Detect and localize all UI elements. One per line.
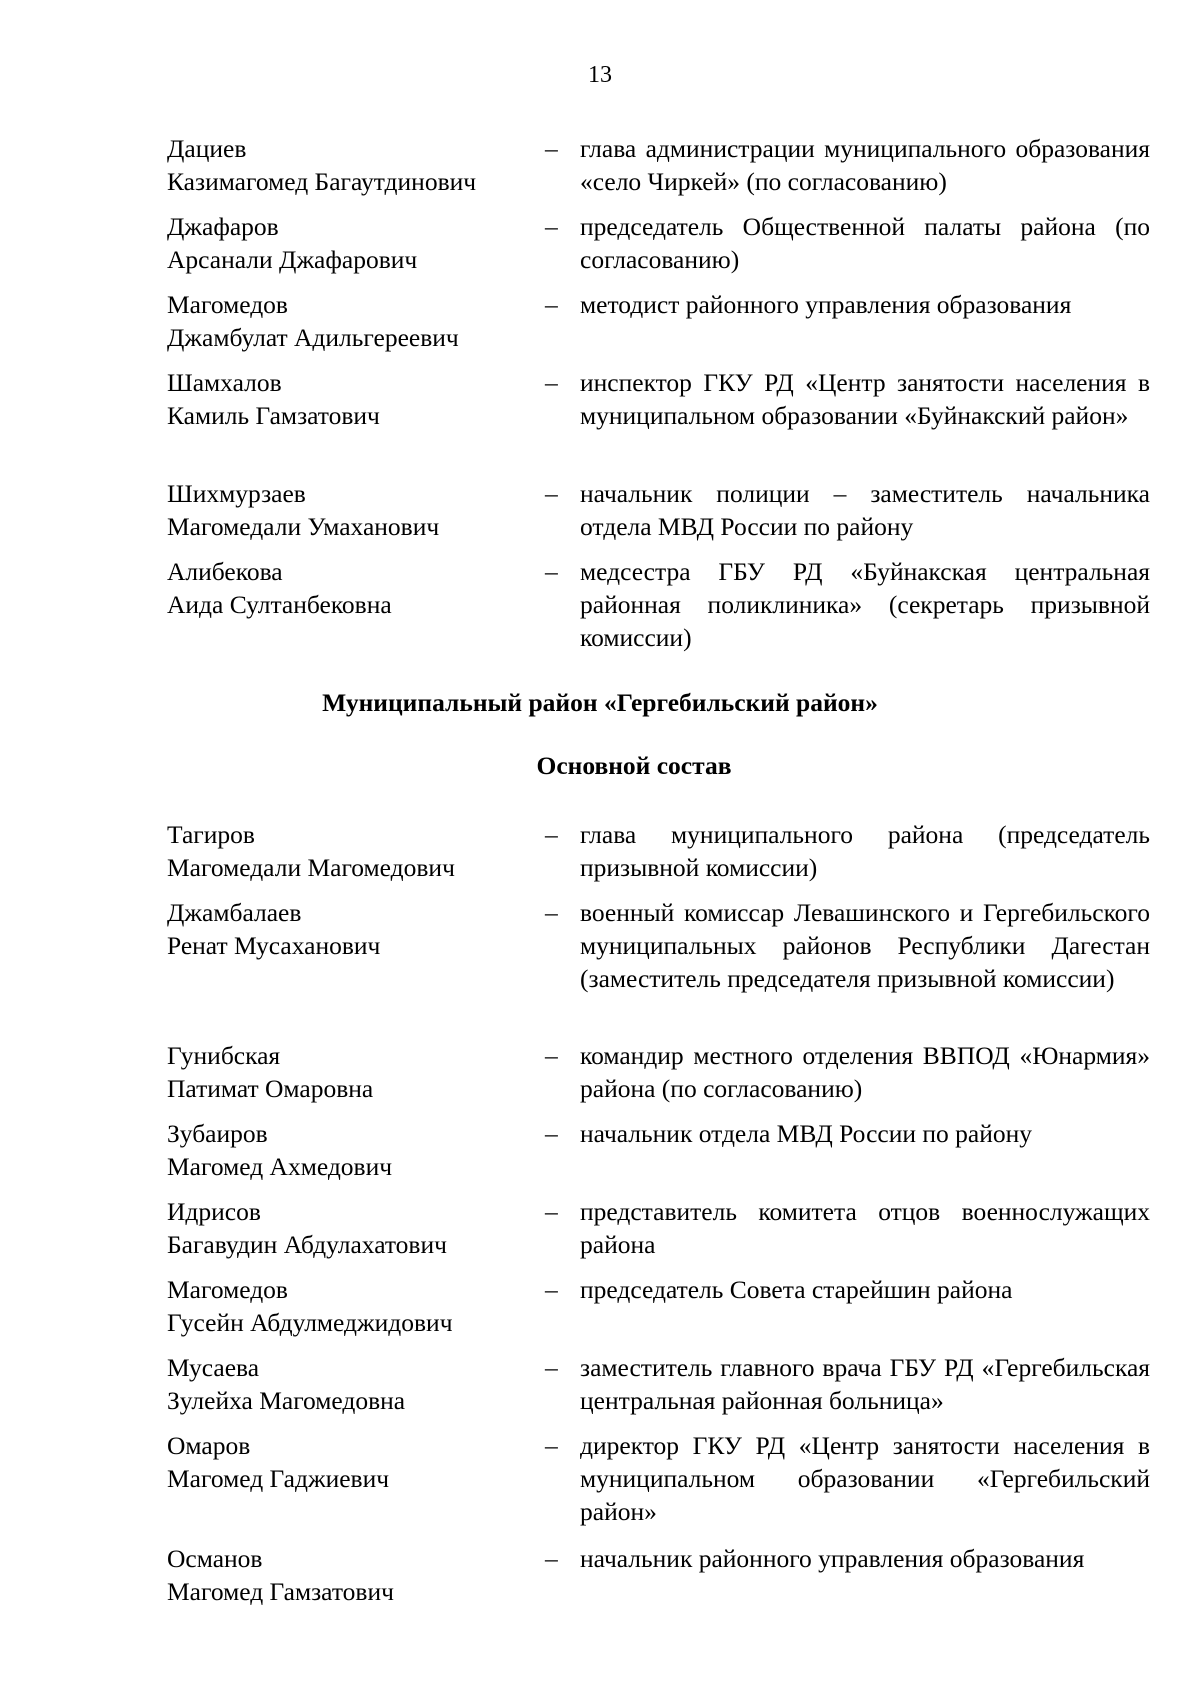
member-surname: Мусаева [167, 1353, 260, 1382]
member-surname: Алибекова [167, 557, 283, 586]
dash-separator: – [545, 134, 558, 163]
member-surname: Дациев [167, 134, 247, 163]
member-surname: Шихмурзаев [167, 479, 306, 508]
member-given-name: Магомедали Магомедович [167, 853, 455, 882]
member-surname: Джамбалаев [167, 898, 302, 927]
member-role: методист районного управления образования [580, 290, 1072, 319]
member-name [167, 132, 527, 198]
member-given-name: Багавудин Абдулахатович [167, 1230, 447, 1259]
member-given-name: Магомед Гамзатович [167, 1577, 394, 1606]
dash-separator: – [545, 1431, 558, 1460]
dash-separator: – [545, 368, 558, 397]
member-given-name: Аида Султанбековна [167, 590, 392, 619]
member-surname: Идрисов [167, 1197, 261, 1226]
member-given-name: Магомедали Умаханович [167, 512, 440, 541]
dash-separator: – [545, 1119, 558, 1148]
member-role: военный комиссар Левашинского и Гергебильского муниципальных районов Республики Дагестан (заместитель председателя призывной комиссии) [580, 898, 1150, 993]
member-given-name: Гусейн Абдулмеджидович [167, 1308, 453, 1337]
member-role: командир местного отделения ВВПОД «Юнармия» района (по согласованию) [580, 1041, 1150, 1103]
member-given-name: Зулейха Магомедовна [167, 1386, 406, 1415]
member-surname: Гунибская [167, 1041, 281, 1070]
member-name [167, 1117, 527, 1183]
member-name [167, 1351, 527, 1417]
dash-separator: – [545, 1353, 558, 1382]
dash-separator: – [545, 1041, 558, 1070]
member-given-name: Магомед Гаджиевич [167, 1464, 390, 1493]
member-surname: Омаров [167, 1431, 251, 1460]
member-role: начальник полиции – заместитель начальника отдела МВД России по району [580, 479, 1150, 541]
member-role: инспектор ГКУ РД «Центр занятости населения в муниципальном образовании «Буйнакский район» [580, 368, 1150, 430]
member-name [167, 1542, 527, 1608]
member-role: представитель комитета отцов военнослужащих района [580, 1197, 1150, 1259]
dash-separator: – [545, 557, 558, 586]
member-surname: Османов [167, 1544, 263, 1573]
member-role: медсестра ГБУ РД «Буйнакская центральная районная поликлиника» (секретарь призывной комиссии) [580, 557, 1150, 652]
member-name [167, 1195, 527, 1261]
dash-separator: – [545, 1197, 558, 1226]
member-name [167, 896, 527, 962]
subsection-title: Основной состав [536, 751, 732, 780]
member-surname: Магомедов [167, 1275, 288, 1304]
member-name [167, 366, 527, 432]
member-role: глава администрации муниципального образования «село Чиркей» (по согласованию) [580, 134, 1150, 196]
member-role: директор ГКУ РД «Центр занятости населения в муниципальном образовании «Гергебильский район» [580, 1431, 1150, 1526]
member-name [167, 818, 527, 884]
member-role: глава муниципального района (председатель призывной комиссии) [580, 820, 1150, 882]
member-given-name: Патимат Омаровна [167, 1074, 374, 1103]
dash-separator: – [545, 212, 558, 241]
member-surname: Магомедов [167, 290, 288, 319]
member-surname: Шамхалов [167, 368, 282, 397]
member-name [167, 555, 527, 621]
dash-separator: – [545, 290, 558, 319]
member-surname: Тагиров [167, 820, 255, 849]
member-name [167, 1039, 527, 1105]
member-surname: Джафаров [167, 212, 279, 241]
member-role: председатель Общественной палаты района (по согласованию) [580, 212, 1150, 274]
member-surname: Зубаиров [167, 1119, 268, 1148]
member-given-name: Арсанали Джафарович [167, 245, 418, 274]
member-given-name: Ренат Мусаханович [167, 931, 381, 960]
member-name [167, 1429, 527, 1495]
member-name [167, 288, 527, 354]
member-given-name: Джамбулат Адильгереевич [167, 323, 459, 352]
section-title: Муниципальный район «Гергебильский район» [322, 688, 878, 717]
member-name [167, 477, 527, 543]
member-given-name: Магомед Ахмедович [167, 1152, 393, 1181]
member-role: председатель Совета старейшин района [580, 1275, 1013, 1304]
member-role: начальник отдела МВД России по району [580, 1119, 1033, 1148]
dash-separator: – [545, 898, 558, 927]
dash-separator: – [545, 1544, 558, 1573]
member-role: заместитель главного врача ГБУ РД «Гергебильская центральная районная больница» [580, 1353, 1150, 1415]
dash-separator: – [545, 820, 558, 849]
member-name [167, 210, 527, 276]
dash-separator: – [545, 1275, 558, 1304]
dash-separator: – [545, 479, 558, 508]
member-given-name: Камиль Гамзатович [167, 401, 380, 430]
page-number: 13 [588, 62, 612, 88]
member-name [167, 1273, 527, 1339]
member-given-name: Казимагомед Багаутдинович [167, 167, 477, 196]
member-role: начальник районного управления образования [580, 1544, 1085, 1573]
